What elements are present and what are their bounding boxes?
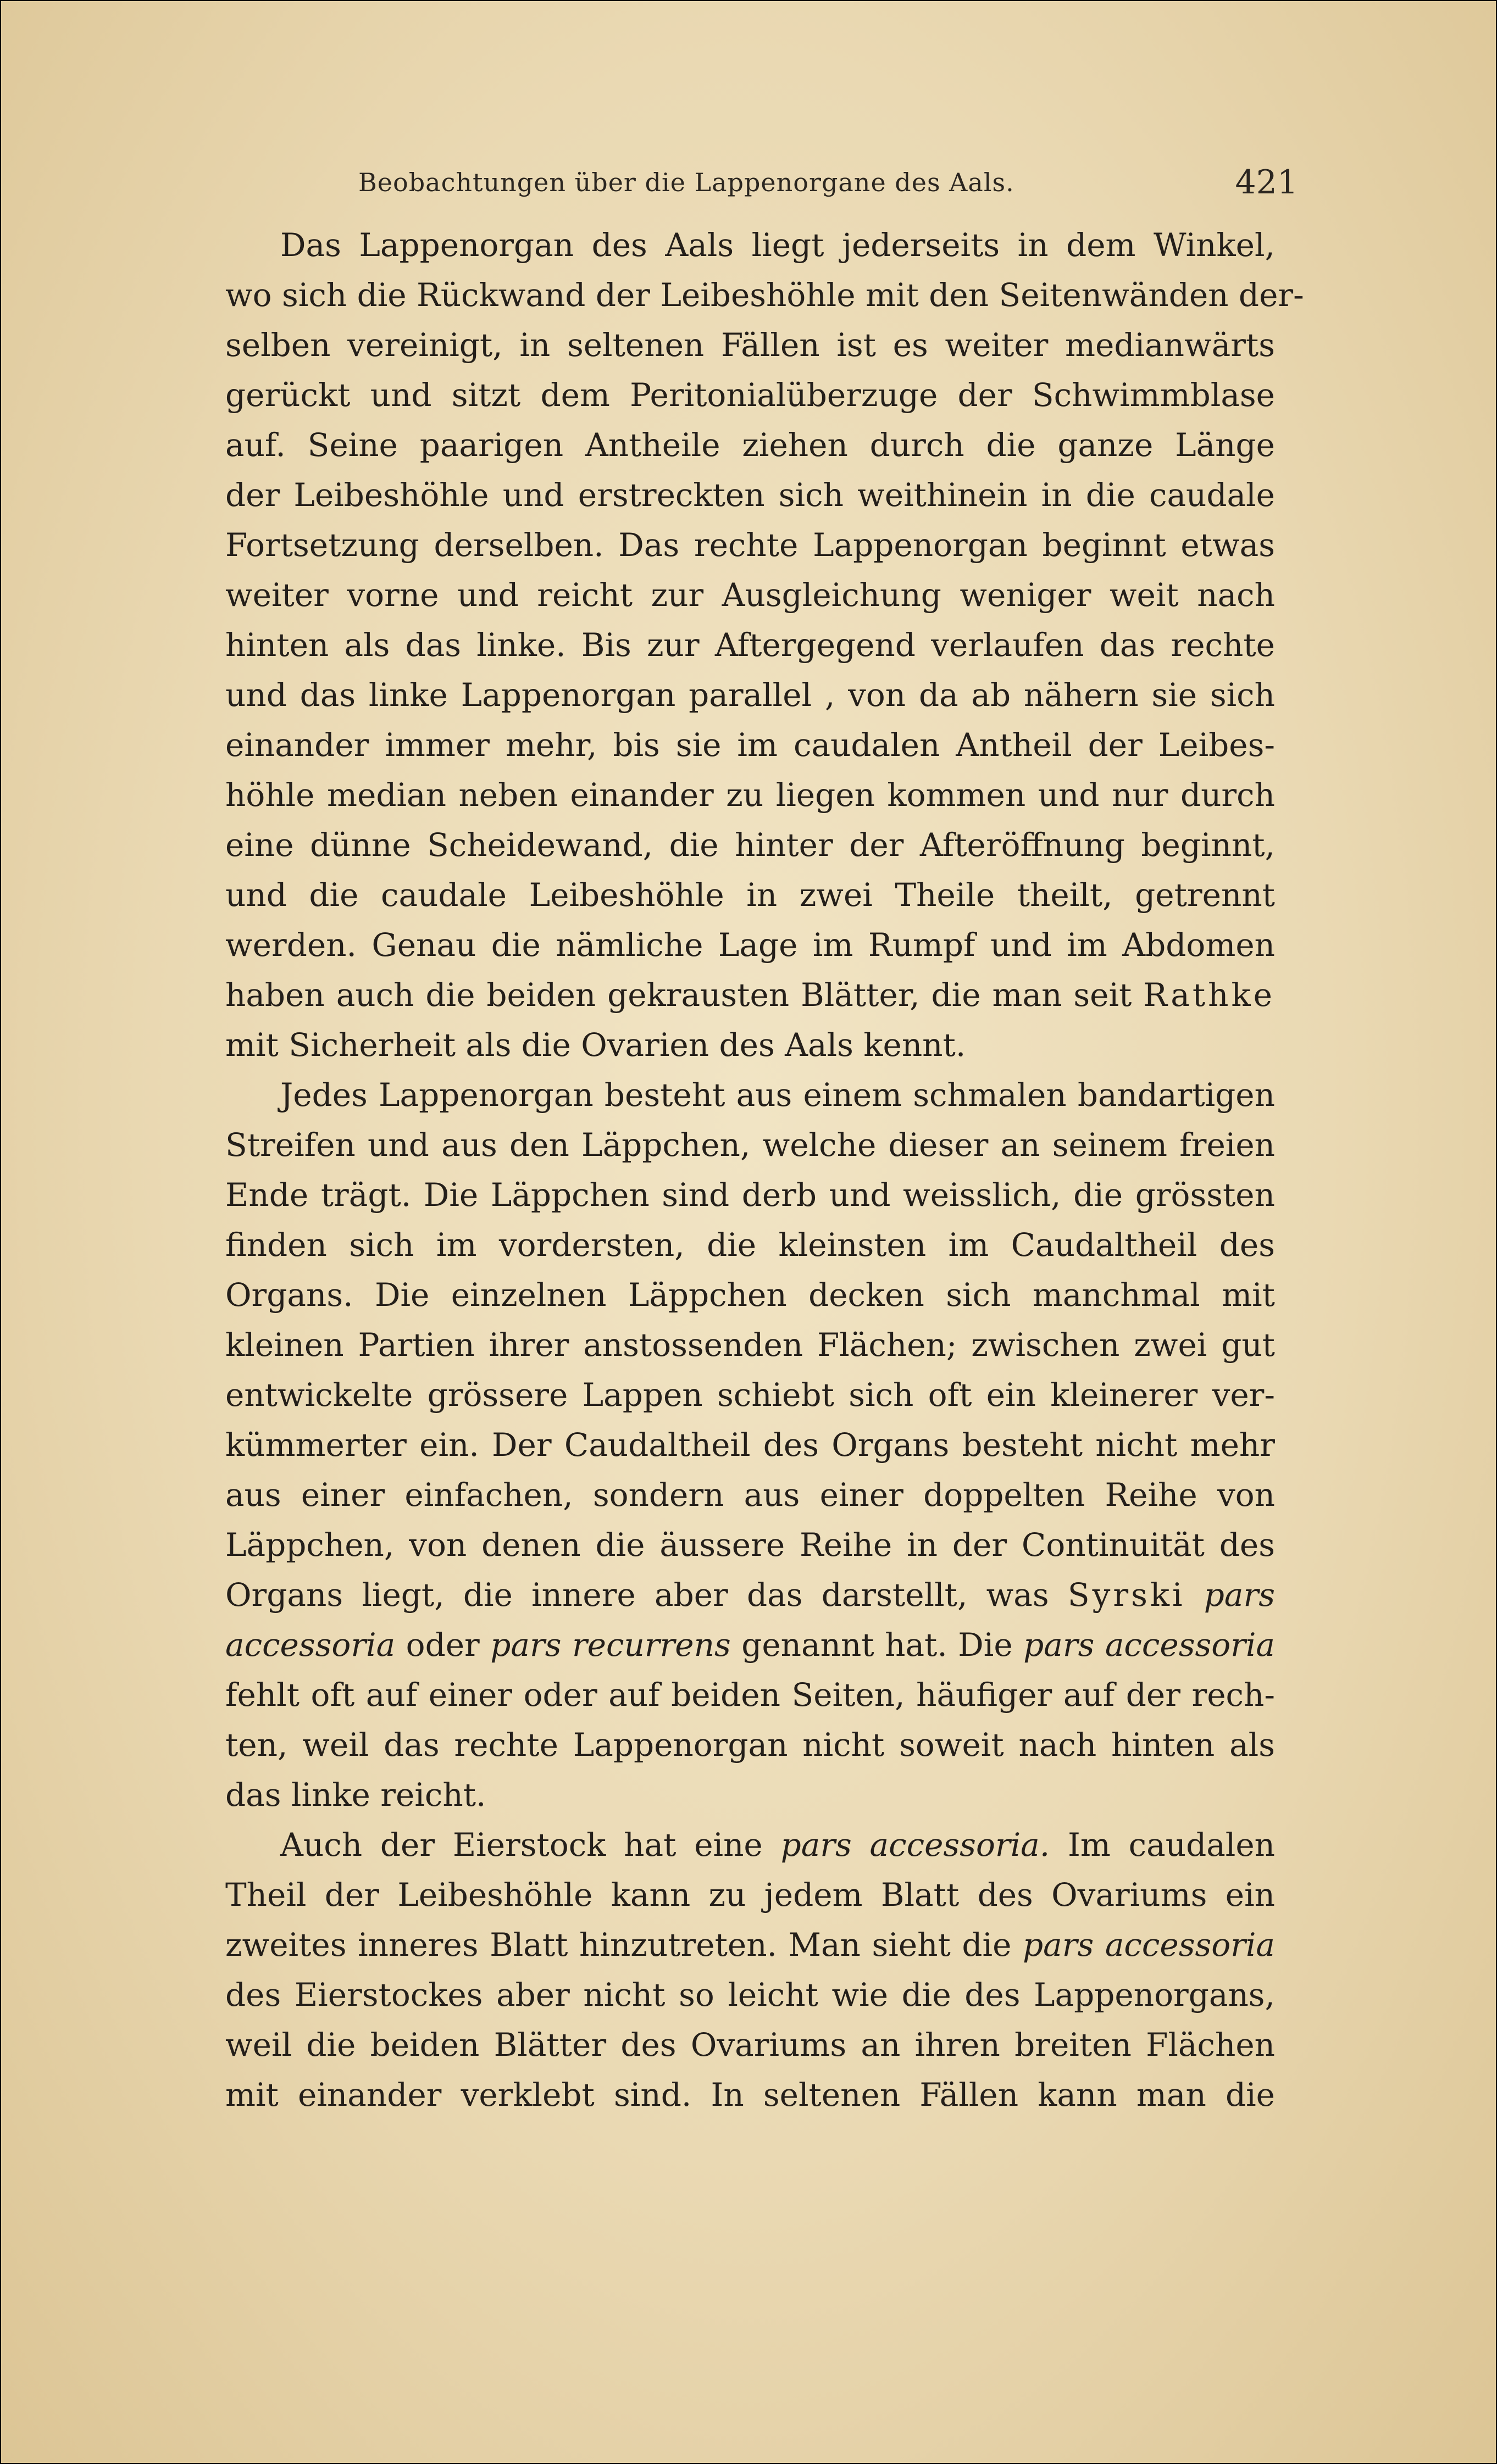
text-run: einander immer mehr, bis sie im caudalen Antheil der Leibes- xyxy=(225,726,1275,764)
running-head xyxy=(358,163,1298,207)
text-line xyxy=(225,1771,1275,1820)
text-line xyxy=(225,2021,1275,2070)
text-run: aus einer einfachen, sondern aus einer doppelten Reihe von xyxy=(225,1476,1275,1514)
text-run: Streifen und aus den Läppchen, welche dieser an seinem freien xyxy=(225,1126,1275,1164)
text-line xyxy=(225,871,1275,920)
text-run: eine dünne Scheidewand, die hinter der Afteröffnung beginnt, xyxy=(225,826,1275,864)
text-line xyxy=(225,2071,1275,2120)
text-run: höhle median neben einander zu liegen kommen und nur durch xyxy=(225,776,1275,814)
text-line xyxy=(225,1021,1275,1070)
text-line xyxy=(225,1521,1275,1570)
author-name: Rathke xyxy=(1143,976,1275,1014)
text-line xyxy=(225,571,1275,620)
text-run: finden sich im vordersten, die kleinsten im Caudaltheil des xyxy=(225,1226,1275,1264)
text-run: selben vereinigt, in seltenen Fällen ist es weiter medianwärts xyxy=(225,326,1275,364)
text-run: kümmerter ein. Der Caudaltheil des Organs besteht nicht mehr xyxy=(225,1426,1275,1464)
text-run: und das linke Lappenorgan parallel , von da ab nähern sie sich xyxy=(225,676,1275,714)
text-line xyxy=(225,1221,1275,1270)
text-run: des Eierstockes aber nicht so leicht wie die des Lappenorgans, xyxy=(225,1976,1275,2014)
text-run: oder xyxy=(395,1626,491,1664)
text-run: hinten als das linke. Bis zur Aftergegend verlaufen das rechte xyxy=(225,626,1275,664)
text-run: mit Sicherheit als die Ovarien des Aals kennt. xyxy=(225,1026,966,1064)
text-line xyxy=(225,271,1304,320)
text-line xyxy=(225,1671,1275,1720)
italic-term: accessoria xyxy=(225,1626,396,1664)
text-run: Läppchen, von denen die äussere Reihe in der Continuität des xyxy=(225,1526,1275,1564)
page-number: 421 xyxy=(1235,163,1298,202)
text-line xyxy=(225,371,1275,420)
text-run: wo sich die Rückwand der Leibeshöhle mit den Seitenwänden der- xyxy=(225,276,1304,314)
text-line xyxy=(225,1421,1275,1470)
text-line xyxy=(225,1571,1275,1620)
text-line xyxy=(225,1321,1275,1370)
text-run: auf. Seine paarigen Antheile ziehen durch die ganze Länge xyxy=(225,426,1275,464)
text-line xyxy=(225,821,1275,870)
text-line xyxy=(225,1971,1275,2020)
text-line xyxy=(225,1271,1275,1320)
text-run xyxy=(1185,1576,1204,1614)
text-run: gerückt und sitzt dem Peritonialüberzuge der Schwimmblase xyxy=(225,376,1275,414)
text-run: das linke reicht. xyxy=(225,1776,486,1814)
italic-term: pars accessoria. xyxy=(780,1826,1050,1864)
italic-term: pars accessoria xyxy=(1023,1626,1275,1664)
text-run: der Leibeshöhle und erstreckten sich weithinein in die caudale xyxy=(225,476,1275,514)
text-line xyxy=(225,1171,1275,1220)
text-line xyxy=(225,421,1275,470)
text-run: Theil der Leibeshöhle kann zu jedem Blatt des Ovariums ein xyxy=(225,1876,1275,1914)
text-line xyxy=(225,1921,1275,1970)
text-run: weiter vorne und reicht zur Ausgleichung weniger weit nach xyxy=(225,576,1275,614)
text-run: weil die beiden Blätter des Ovariums an ihren breiten Flächen xyxy=(225,2026,1275,2063)
text-line xyxy=(225,1821,1275,1870)
italic-term: pars xyxy=(1204,1576,1275,1614)
text-line xyxy=(225,771,1275,820)
text-line xyxy=(225,1621,1275,1670)
text-run: und die caudale Leibeshöhle in zwei Theile theilt, getrennt xyxy=(225,876,1275,914)
text-line xyxy=(225,1121,1275,1170)
text-line xyxy=(225,1371,1275,1420)
text-line xyxy=(225,1721,1275,1770)
text-line xyxy=(225,721,1275,770)
text-run: kleinen Partien ihrer anstossenden Flächen; zwischen zwei gut xyxy=(225,1326,1275,1364)
text-run: Das Lappenorgan des Aals liegt jederseits in dem Winkel, xyxy=(280,226,1275,264)
text-run: Ende trägt. Die Läppchen sind derb und weisslich, die grössten xyxy=(225,1176,1275,1214)
text-line xyxy=(225,1071,1275,1120)
text-run: Organs liegt, die innere aber das darstellt, was xyxy=(225,1576,1068,1614)
text-run: entwickelte grössere Lappen schiebt sich oft ein kleinerer ver- xyxy=(225,1376,1275,1414)
text-run: haben auch die beiden gekrausten Blätter, die man seit xyxy=(225,976,1144,1014)
text-run: mit einander verklebt sind. In seltenen Fällen kann man die xyxy=(225,2076,1275,2113)
text-line xyxy=(225,971,1275,1020)
text-run: werden. Genau die nämliche Lage im Rumpf und im Abdomen xyxy=(225,926,1275,964)
text-run: Organs. Die einzelnen Läppchen decken sich manchmal mit xyxy=(225,1276,1275,1314)
text-run: Auch der Eierstock hat eine xyxy=(280,1826,781,1864)
italic-term: pars accessoria xyxy=(1023,1926,1276,1964)
text-line xyxy=(225,221,1275,270)
text-line xyxy=(225,1471,1275,1520)
text-run: Jedes Lappenorgan besteht aus einem schmalen bandartigen xyxy=(280,1076,1275,1114)
text-run: zweites inneres Blatt hinzutreten. Man sieht die xyxy=(225,1926,1023,1964)
text-run: ten, weil das rechte Lappenorgan nicht soweit nach hinten als xyxy=(225,1726,1275,1764)
italic-term: pars recurrens xyxy=(490,1626,731,1664)
text-run: genannt hat. Die xyxy=(730,1626,1024,1664)
text-run: Im caudalen xyxy=(1050,1826,1276,1864)
text-line xyxy=(225,471,1275,520)
text-line xyxy=(225,921,1275,970)
running-title: Beobachtungen über die Lappenorgane des Aals. xyxy=(358,168,1014,197)
author-name: Syrski xyxy=(1067,1576,1185,1614)
text-run: fehlt oft auf einer oder auf beiden Seiten, häufiger auf der rech- xyxy=(225,1676,1275,1714)
text-line xyxy=(225,1871,1275,1920)
text-line xyxy=(225,621,1275,670)
text-run: Fortsetzung derselben. Das rechte Lappenorgan beginnt etwas xyxy=(225,526,1275,564)
text-line xyxy=(225,321,1275,370)
text-line xyxy=(225,671,1275,720)
text-line xyxy=(225,521,1275,570)
